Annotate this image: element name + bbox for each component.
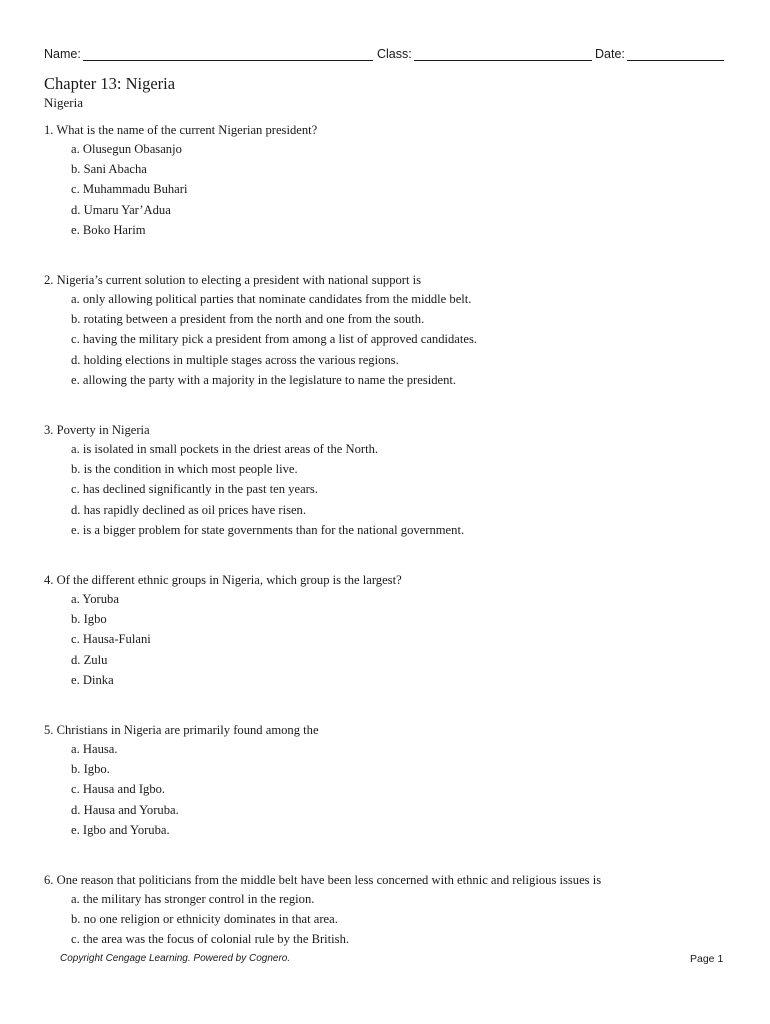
answer-option[interactable]: e. Dinka: [71, 672, 114, 687]
page-number: Page 1: [690, 953, 724, 965]
answer-option[interactable]: d. Zulu: [71, 652, 108, 667]
answer-option[interactable]: e. is a bigger problem for state governments than for the national government.: [71, 522, 465, 537]
date-label: Date:: [595, 47, 625, 61]
answer-option[interactable]: c. Hausa-Fulani: [71, 632, 151, 647]
question-4: [44, 571, 744, 690]
answer-option[interactable]: d. Hausa and Yoruba.: [71, 802, 179, 817]
answer-option[interactable]: c. Hausa and Igbo.: [71, 782, 166, 797]
chapter-title: Chapter 13: Nigeria: [44, 74, 176, 93]
answer-option[interactable]: b. Sani Abacha: [71, 162, 147, 177]
class-field[interactable]: [377, 44, 592, 61]
answer-option[interactable]: e. allowing the party with a majority in the legislature to name the president.: [71, 372, 457, 387]
question-stem: 3. Poverty in Nigeria: [44, 423, 150, 437]
date-field[interactable]: [595, 44, 724, 61]
question-stem: 6. One reason that politicians from the middle belt have been less concerned with ethnic and religious issues is: [44, 873, 602, 887]
answer-option[interactable]: a. Yoruba: [71, 592, 119, 606]
copyright-footer: Copyright Cengage Learning. Powered by Cognero.: [60, 953, 291, 964]
answer-option[interactable]: a. Olusegun Obasanjo: [71, 142, 182, 156]
answer-option[interactable]: b. Igbo: [71, 612, 107, 627]
answer-option[interactable]: a. only allowing political parties that nominate candidates from the middle belt.: [71, 292, 472, 306]
answer-option[interactable]: c. the area was the focus of colonial rule by the British.: [71, 932, 350, 947]
question-stem: 2. Nigeria’s current solution to electing a president with national support is: [44, 273, 422, 287]
answer-option[interactable]: c. Muhammadu Buhari: [71, 182, 188, 197]
answer-option[interactable]: e. Igbo and Yoruba.: [71, 822, 170, 837]
question-stem: 5. Christians in Nigeria are primarily found among the: [44, 723, 319, 737]
answer-option[interactable]: b. no one religion or ethnicity dominates in that area.: [71, 912, 338, 927]
answer-option[interactable]: a. Hausa.: [71, 742, 118, 756]
question-6: [44, 871, 744, 950]
question-2: [44, 271, 744, 390]
question-1: [44, 121, 744, 240]
answer-option[interactable]: e. Boko Harim: [71, 222, 146, 237]
answer-option[interactable]: c. having the military pick a president from among a list of approved candidates.: [71, 332, 478, 347]
name-line[interactable]: [83, 44, 373, 61]
name-field[interactable]: [44, 44, 373, 61]
name-label: Name:: [44, 47, 81, 61]
answer-option[interactable]: b. rotating between a president from the north and one from the south.: [71, 312, 425, 327]
answer-option[interactable]: a. the military has stronger control in the region.: [71, 892, 315, 906]
answer-option[interactable]: d. has rapidly declined as oil prices have risen.: [71, 502, 307, 517]
answer-option[interactable]: b. is the condition in which most people live.: [71, 462, 298, 477]
question-stem: 1. What is the name of the current Nigerian president?: [44, 123, 318, 137]
question-stem: 4. Of the different ethnic groups in Nigeria, which group is the largest?: [44, 573, 402, 587]
answer-option[interactable]: d. holding elections in multiple stages across the various regions.: [71, 352, 399, 367]
answer-option[interactable]: a. is isolated in small pockets in the driest areas of the North.: [71, 442, 379, 456]
answer-option[interactable]: d. Umaru Yar’Adua: [71, 202, 171, 217]
class-line[interactable]: [414, 44, 592, 61]
class-label: Class:: [377, 47, 412, 61]
student-info-header: [44, 44, 725, 64]
section-label: Nigeria: [44, 95, 83, 110]
question-3: [44, 421, 744, 540]
answer-option[interactable]: c. has declined significantly in the past ten years.: [71, 482, 318, 497]
question-5: [44, 721, 744, 840]
date-line[interactable]: [627, 44, 724, 61]
answer-option[interactable]: b. Igbo.: [71, 762, 110, 777]
